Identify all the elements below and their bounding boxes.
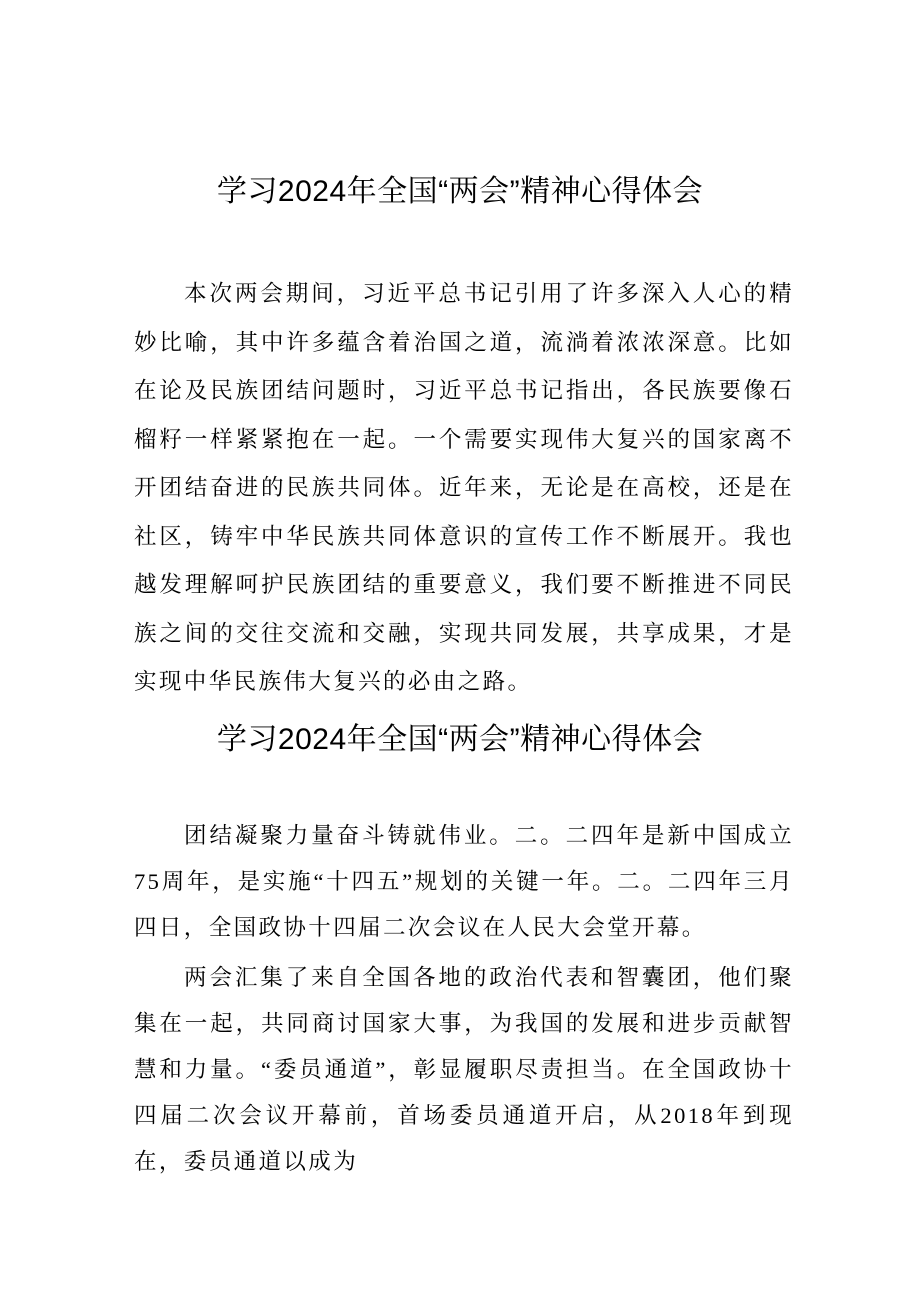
section-1-body bbox=[134, 270, 794, 707]
section-2-title: 学习2024年全国“两会”精神心得体会 bbox=[216, 723, 704, 756]
section-1-title: 学习2024年全国“两会”精神心得体会 bbox=[216, 175, 704, 208]
section-2-body bbox=[134, 813, 794, 1185]
section-2-paragraph-2: 两会汇集了来自全国各地的政治代表和智囊团，他们聚集在一起，共同商讨国家大事，为我国的发展和进步贡献智慧和力量。“委员通道”，彰显履职尽责担当。在全国政协十四届二次会议开幕前，首场委员通道开启，从2018年到现在，委员通道以成为 bbox=[134, 965, 794, 1174]
section-2-paragraph-1: 团结凝聚力量奋斗铸就伟业。二。二四年是新中国成立75周年，是实施“十四五”规划的关键一年。二。二四年三月四日，全国政协十四届二次会议在人民大会堂开幕。 bbox=[134, 823, 794, 940]
section-1-paragraph-1: 本次两会期间，习近平总书记引用了许多深入人心的精妙比喻，其中许多蕴含着治国之道，流淌着浓浓深意。比如在论及民族团结问题时，习近平总书记指出，各民族要像石榴籽一样紧紧抱在一起。一个需要实现伟大复兴的国家离不开团结奋进的民族共同体。近年来，无论是在高校，还是在社区，铸牢中华民族共同体意识的宣传工作不断展开。我也越发理解呵护民族团结的重要意义，我们要不断推进不同民族之间的交往交流和交融，实现共同发展，共享成果，才是实现中华民族伟大复兴的必由之路。 bbox=[134, 281, 794, 694]
